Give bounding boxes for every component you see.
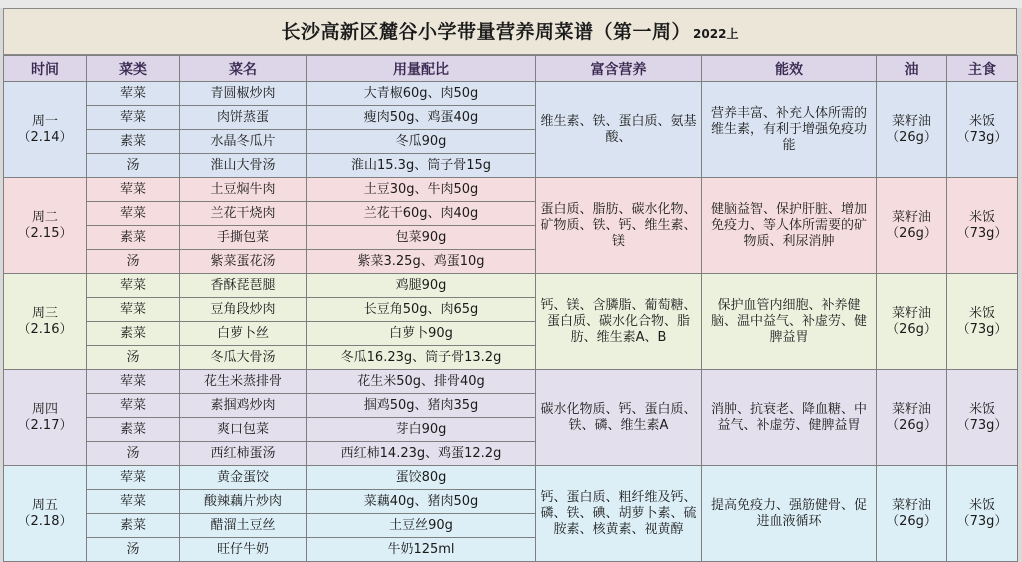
effect-cell: 营养丰富、补充人体所需的维生素，有利于增强免疫功能 xyxy=(702,82,877,178)
staple-amount: （73g） xyxy=(956,513,1008,529)
dish-amount: 包菜90g xyxy=(307,226,536,250)
day-label: 周一 xyxy=(31,113,58,129)
oil-amount: （26g） xyxy=(886,129,937,145)
staple-amount: （73g） xyxy=(956,225,1008,241)
title-main: 长沙高新区麓谷小学带量营养周菜谱（第一周） xyxy=(281,21,692,43)
dish-category: 素菜 xyxy=(87,130,180,154)
staple-amount: （73g） xyxy=(956,417,1008,433)
dish-amount: 土豆丝90g xyxy=(307,514,536,538)
table-row xyxy=(4,274,1018,298)
nutrition-cell: 蛋白质、脂肪、碳水化物、矿物质、铁、钙、维生素、镁 xyxy=(536,178,702,274)
dish-category: 荤菜 xyxy=(87,370,180,394)
nutrition-cell: 碳水化物质、钙、蛋白质、铁、磷、维生素A xyxy=(536,370,702,466)
page-title xyxy=(3,8,1017,55)
oil-cell xyxy=(877,82,947,178)
effect-cell: 消肿、抗衰老、降血糖、中益气、补虚劳、健脾益胃 xyxy=(702,370,877,466)
dish-amount: 瘦肉50g、鸡蛋40g xyxy=(307,106,536,130)
dish-name: 淮山大骨汤 xyxy=(180,154,307,178)
day-label: 周四 xyxy=(31,401,58,417)
staple-cell xyxy=(947,178,1018,274)
dish-amount: 冬瓜90g xyxy=(307,130,536,154)
header-effect: 能效 xyxy=(702,56,877,82)
effect-cell: 保护血管内细胞、补养健脑、温中益气、补虚劳、健脾益胃 xyxy=(702,274,877,370)
staple-amount: （73g） xyxy=(956,321,1008,337)
dish-name: 豆角段炒肉 xyxy=(180,298,307,322)
day-cell xyxy=(4,370,87,466)
day-cell xyxy=(4,82,87,178)
dish-name: 白萝卜丝 xyxy=(180,322,307,346)
dish-name: 肉饼蒸蛋 xyxy=(180,106,307,130)
oil-cell xyxy=(877,178,947,274)
dish-category: 素菜 xyxy=(87,514,180,538)
header-staple: 主食 xyxy=(947,56,1018,82)
dish-amount: 淮山15.3g、筒子骨15g xyxy=(307,154,536,178)
nutrition-cell: 钙、镁、含膦脂、葡萄糖、蛋白质、碳水化合物、脂肪、维生素A、B xyxy=(536,274,702,370)
header-time: 时间 xyxy=(4,56,87,82)
dish-amount: 紫菜3.25g、鸡蛋10g xyxy=(307,250,536,274)
oil-type: 菜籽油 xyxy=(891,209,931,225)
dish-name: 紫菜蛋花汤 xyxy=(180,250,307,274)
dish-amount: 鸡腿90g xyxy=(307,274,536,298)
dish-name: 水晶冬瓜片 xyxy=(180,130,307,154)
table-row xyxy=(4,466,1018,490)
dish-name: 酸辣藕片炒肉 xyxy=(180,490,307,514)
header-dish: 菜名 xyxy=(180,56,307,82)
staple-cell xyxy=(947,82,1018,178)
dish-category: 汤 xyxy=(87,250,180,274)
day-date: （2.18） xyxy=(17,513,73,529)
oil-type: 菜籽油 xyxy=(891,497,931,513)
staple-cell xyxy=(947,466,1018,562)
dish-name: 旺仔牛奶 xyxy=(180,538,307,562)
day-date: （2.16） xyxy=(17,321,73,337)
dish-amount: 花生米50g、排骨40g xyxy=(307,370,536,394)
dish-name: 爽口包菜 xyxy=(180,418,307,442)
day-date: （2.17） xyxy=(17,417,73,433)
oil-amount: （26g） xyxy=(886,225,937,241)
dish-category: 荤菜 xyxy=(87,178,180,202)
table-row xyxy=(4,82,1018,106)
dish-category: 素菜 xyxy=(87,226,180,250)
dish-category: 汤 xyxy=(87,538,180,562)
dish-amount: 冬瓜16.23g、筒子骨13.2g xyxy=(307,346,536,370)
dish-category: 荤菜 xyxy=(87,274,180,298)
dish-category: 荤菜 xyxy=(87,298,180,322)
table-row xyxy=(4,178,1018,202)
oil-type: 菜籽油 xyxy=(891,305,931,321)
dish-amount: 白萝卜90g xyxy=(307,322,536,346)
dish-category: 荤菜 xyxy=(87,490,180,514)
dish-name: 素掴鸡炒肉 xyxy=(180,394,307,418)
day-date: （2.14） xyxy=(17,129,73,145)
day-cell xyxy=(4,274,87,370)
day-label: 周五 xyxy=(31,497,58,513)
oil-type: 菜籽油 xyxy=(891,401,931,417)
header-amount: 用量配比 xyxy=(307,56,536,82)
day-date: （2.15） xyxy=(17,225,73,241)
title-sub: 2022上 xyxy=(693,27,739,41)
sheet-top-strip xyxy=(0,0,1022,8)
dish-amount: 芽白90g xyxy=(307,418,536,442)
nutrition-cell: 维生素、铁、蛋白质、氨基酸、 xyxy=(536,82,702,178)
dish-amount: 长豆角50g、肉65g xyxy=(307,298,536,322)
dish-category: 荤菜 xyxy=(87,394,180,418)
oil-cell xyxy=(877,466,947,562)
dish-name: 西红柿蛋汤 xyxy=(180,442,307,466)
dish-category: 汤 xyxy=(87,442,180,466)
staple-type: 米饭 xyxy=(968,113,995,129)
dish-amount: 西红柿14.23g、鸡蛋12.2g xyxy=(307,442,536,466)
menu-table xyxy=(3,55,1018,562)
staple-type: 米饭 xyxy=(968,401,995,417)
day-label: 周二 xyxy=(31,209,58,225)
dish-amount: 掴鸡50g、猪肉35g xyxy=(307,394,536,418)
oil-cell xyxy=(877,274,947,370)
dish-name: 兰花干烧肉 xyxy=(180,202,307,226)
staple-cell xyxy=(947,274,1018,370)
header-category: 菜类 xyxy=(87,56,180,82)
dish-category: 汤 xyxy=(87,154,180,178)
dish-amount: 土豆30g、牛肉50g xyxy=(307,178,536,202)
staple-type: 米饭 xyxy=(968,209,995,225)
staple-type: 米饭 xyxy=(968,497,995,513)
dish-name: 土豆焖牛肉 xyxy=(180,178,307,202)
table-row xyxy=(4,370,1018,394)
day-cell xyxy=(4,178,87,274)
dish-amount: 菜藕40g、猪肉50g xyxy=(307,490,536,514)
oil-amount: （26g） xyxy=(886,321,937,337)
dish-name: 醋溜土豆丝 xyxy=(180,514,307,538)
dish-amount: 兰花干60g、肉40g xyxy=(307,202,536,226)
dish-name: 青圆椒炒肉 xyxy=(180,82,307,106)
day-label: 周三 xyxy=(31,305,58,321)
header-row xyxy=(4,56,1018,82)
dish-category: 素菜 xyxy=(87,418,180,442)
dish-category: 荤菜 xyxy=(87,82,180,106)
dish-category: 荤菜 xyxy=(87,202,180,226)
oil-type: 菜籽油 xyxy=(891,113,931,129)
dish-category: 汤 xyxy=(87,346,180,370)
dish-category: 素菜 xyxy=(87,322,180,346)
dish-amount: 牛奶125ml xyxy=(307,538,536,562)
staple-cell xyxy=(947,370,1018,466)
header-oil: 油 xyxy=(877,56,947,82)
staple-amount: （73g） xyxy=(956,129,1008,145)
oil-cell xyxy=(877,370,947,466)
dish-name: 花生米蒸排骨 xyxy=(180,370,307,394)
dish-amount: 蛋饺80g xyxy=(307,466,536,490)
day-cell xyxy=(4,466,87,562)
staple-type: 米饭 xyxy=(968,305,995,321)
dish-name: 手撕包菜 xyxy=(180,226,307,250)
oil-amount: （26g） xyxy=(886,417,937,433)
dish-category: 荤菜 xyxy=(87,106,180,130)
nutrition-cell: 钙、蛋白质、粗纤维及钙、磷、铁、碘、胡萝卜素、硫胺素、核黄素、视黄醇 xyxy=(536,466,702,562)
effect-cell: 提高免疫力、强筋健骨、促进血液循环 xyxy=(702,466,877,562)
dish-category: 荤菜 xyxy=(87,466,180,490)
dish-amount: 大青椒60g、肉50g xyxy=(307,82,536,106)
dish-name: 香酥琵琶腿 xyxy=(180,274,307,298)
oil-amount: （26g） xyxy=(886,513,937,529)
dish-name: 黄金蛋饺 xyxy=(180,466,307,490)
header-nutrition: 富含营养 xyxy=(536,56,702,82)
effect-cell: 健脑益智、保护肝脏、增加免疫力、等人体所需要的矿物质、利尿消肿 xyxy=(702,178,877,274)
dish-name: 冬瓜大骨汤 xyxy=(180,346,307,370)
